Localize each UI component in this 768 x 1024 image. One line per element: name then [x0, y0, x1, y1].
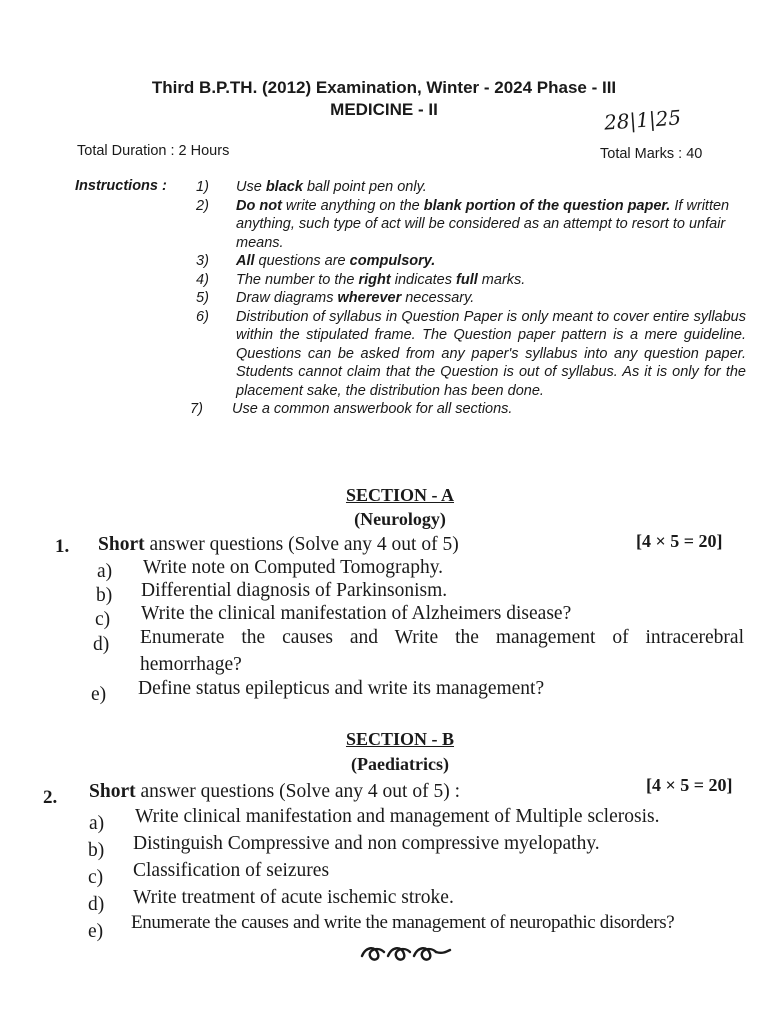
item-label: d) [93, 634, 110, 655]
question-marks: [4 × 5 = 20] [646, 775, 733, 795]
question-item: Write clinical manifestation and management of Multiple sclerosis. [135, 806, 660, 827]
item-label: e) [88, 921, 104, 942]
question-item-continuation: hemorrhage? [140, 654, 242, 675]
item-label: c) [95, 609, 111, 630]
item-label: e) [91, 684, 107, 705]
question-number: 1. [55, 536, 70, 557]
question-item: Write treatment of acute ischemic stroke. [133, 887, 454, 908]
section-b-title: SECTION - B [345, 729, 455, 749]
instructions-list [186, 178, 746, 419]
instructions-label: Instructions : [75, 178, 167, 194]
item-label: b) [88, 840, 105, 861]
section-a-subtitle: (Neurology) [354, 509, 446, 529]
instruction-item: 7) Use a common answerbook for all sections. [190, 401, 513, 417]
question-item: Enumerate the causes and write the management of neuropathic disorders? [131, 912, 675, 933]
item-label: d) [88, 894, 105, 915]
ornament-flourish-icon [358, 940, 454, 971]
instruction-item: 2) Do not write anything on the blank portion of the question paper. If written anything, such type of act will be considered as an attempt to resort to unfair means. [196, 197, 730, 251]
handwritten-date: 28|1|25 [603, 105, 682, 135]
instruction-item: 4) The number to the right indicates full marks. [196, 271, 526, 288]
question-item: Define status epilepticus and write its management? [138, 678, 545, 699]
instruction-item: 6) Distribution of syllabus in Question Paper is only meant to cover entire syllabus within the stipulated frame. The Question paper pattern is a mere guideline. Questions can be asked from any paper's syllabus into any question paper. Students cannot claim that the Question is out of syllabus. As it is only for the placement sake, the distribution has been done. [196, 308, 746, 399]
question-marks: [4 × 5 = 20] [636, 531, 723, 551]
item-label: c) [88, 867, 104, 888]
item-label: b) [96, 585, 113, 606]
item-label: a) [89, 813, 105, 834]
question-item: Write the clinical manifestation of Alzheimers disease? [141, 603, 572, 624]
question-heading: Short answer questions (Solve any 4 out of 5) [98, 534, 459, 555]
question-item: Write note on Computed Tomography. [143, 557, 444, 578]
instruction-item: 1) Use black ball point pen only. [196, 179, 427, 195]
question-item: Classification of seizures [133, 860, 330, 881]
instruction-item: 3) All questions are compulsory. [196, 253, 436, 269]
question-item: Enumerate the causes and Write the management of intracerebral [140, 627, 744, 648]
instruction-item: 5) Draw diagrams wherever necessary. [196, 290, 475, 306]
question-number: 2. [43, 787, 58, 808]
subject-title: MEDICINE - II [330, 100, 438, 119]
section-b-subtitle: (Paediatrics) [351, 754, 449, 774]
question-heading: Short answer questions (Solve any 4 out of 5) : [89, 781, 461, 802]
total-duration: Total Duration : 2 Hours [77, 143, 230, 159]
total-marks: Total Marks : 40 [600, 146, 703, 162]
section-a-title: SECTION - A [345, 485, 455, 505]
question-item: Distinguish Compressive and non compressive myelopathy. [133, 833, 600, 854]
exam-title: Third B.P.TH. (2012) Examination, Winter - 2024 Phase - III [151, 78, 617, 97]
item-label: a) [97, 561, 113, 582]
question-item: Differential diagnosis of Parkinsonism. [141, 580, 448, 601]
